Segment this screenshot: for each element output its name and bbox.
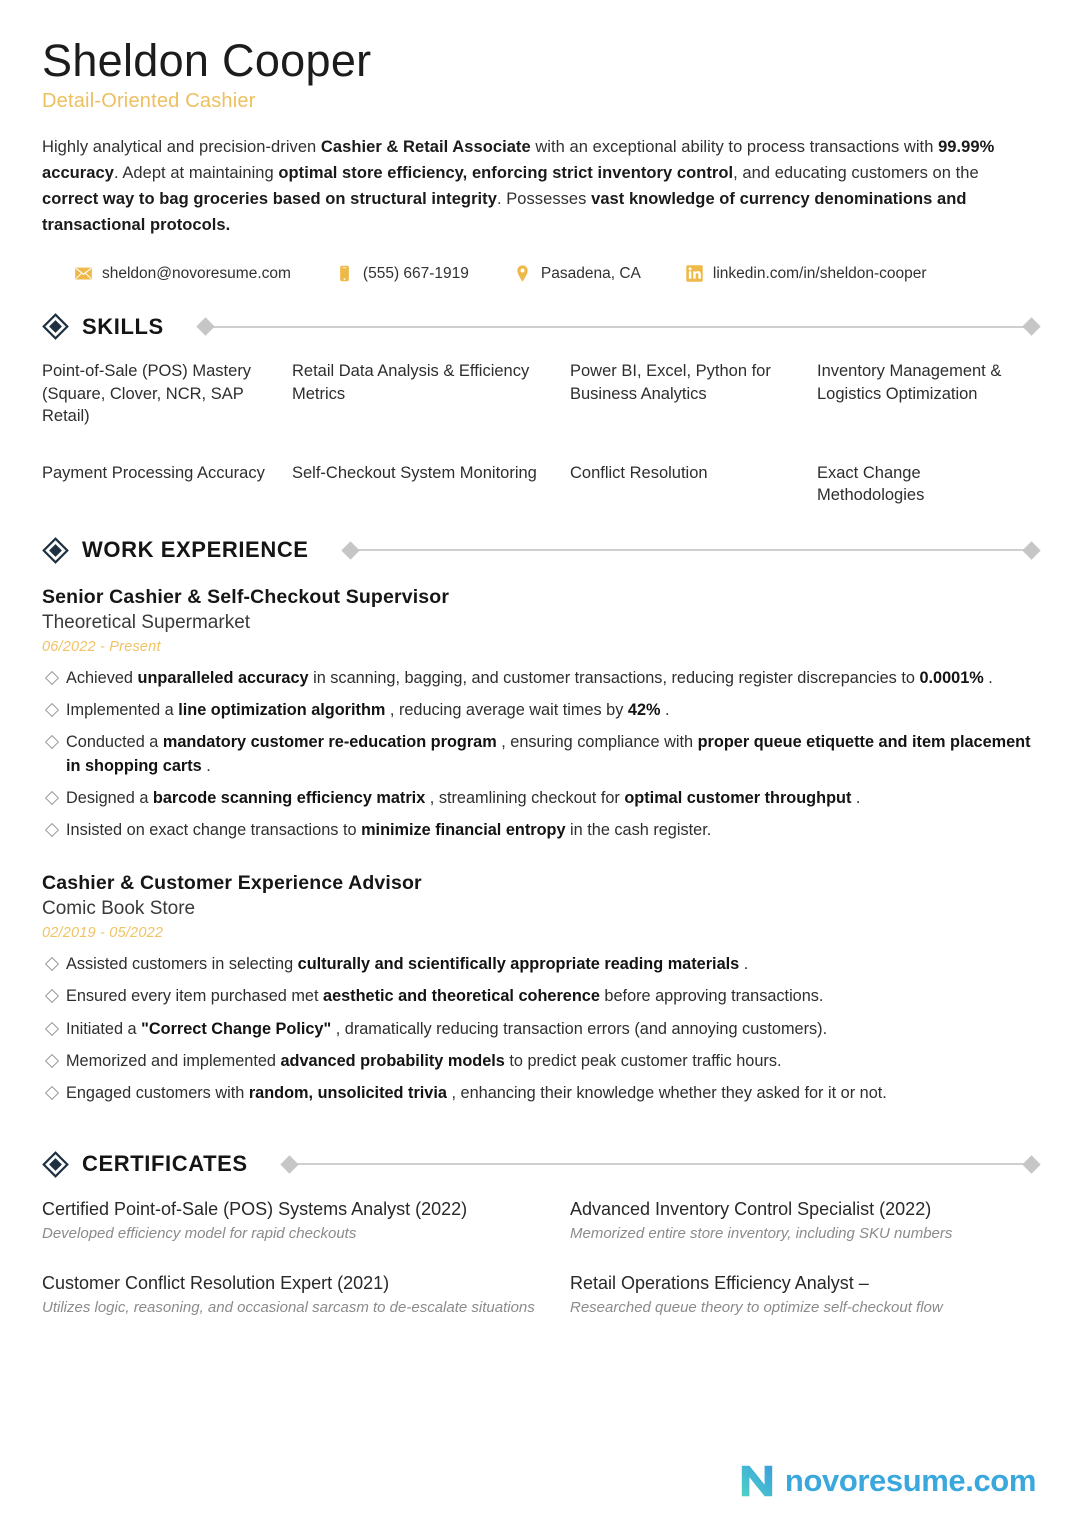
diamond-section-icon xyxy=(42,313,69,340)
experience-entry xyxy=(42,586,1038,843)
rule-line xyxy=(357,549,1025,551)
job-bullet: Designed a barcode scanning efficiency matrix , streamlining checkout for optimal customer throughput . xyxy=(42,786,1038,810)
skills-grid xyxy=(42,360,1038,506)
section-rule xyxy=(283,1157,1038,1171)
profile-summary: Highly analytical and precision-driven Cashier & Retail Associate with an exceptional ability to process transactions with 99.99% accuracy. Adept at maintaining optimal store efficiency, enforcing strict inventory control, and educating customers on the correct way to bag groceries based on structural integrity. Possesses vast knowledge of currency denominations and transactional protocols. xyxy=(42,138,995,234)
skill-item: Self-Checkout System Monitoring xyxy=(292,464,537,483)
contact-linkedin[interactable] xyxy=(685,264,927,283)
job-title: Senior Cashier & Self-Checkout Supervisor xyxy=(42,585,450,608)
job-bullets xyxy=(42,666,1038,843)
job-company: Comic Book Store xyxy=(42,898,196,920)
experience-entry xyxy=(42,872,1038,1105)
job-title: Cashier & Customer Experience Advisor xyxy=(42,872,422,895)
section-rule xyxy=(199,320,1038,334)
phone-icon xyxy=(335,264,354,283)
certificates-grid xyxy=(42,1198,1038,1318)
job-bullet: Implemented a line optimization algorithm , reducing average wait times by 42% . xyxy=(42,698,1038,722)
certificate-item xyxy=(570,1198,1038,1244)
novoresume-logo-text: novoresume.com xyxy=(784,1463,1036,1498)
candidate-subtitle: Detail-Oriented Cashier xyxy=(42,90,256,113)
linkedin-icon xyxy=(685,264,704,283)
job-bullet: Insisted on exact change transactions to minimize financial entropy in the cash register. xyxy=(42,818,1038,842)
job-bullet: Memorized and implemented advanced probability models to predict peak customer traffic hours. xyxy=(42,1049,1038,1073)
contact-location[interactable] xyxy=(513,264,641,283)
skills-section xyxy=(42,313,1038,506)
email-icon xyxy=(74,264,93,283)
contact-phone[interactable] xyxy=(335,264,469,283)
rule-diamond-left xyxy=(280,1155,298,1173)
certificates-section xyxy=(42,1151,1038,1318)
job-company: Theoretical Supermarket xyxy=(42,611,251,633)
rule-diamond-right xyxy=(1022,541,1040,559)
job-bullet: Achieved unparalleled accuracy in scanning, bagging, and customer transactions, reducing register discrepancies to 0.0001% . xyxy=(42,666,1038,690)
skills-section-header xyxy=(42,313,1038,340)
section-rule xyxy=(344,543,1038,557)
certificate-item xyxy=(42,1272,570,1318)
experience-section xyxy=(42,537,1038,1105)
contact-phone-text: (555) 667-1919 xyxy=(362,264,469,282)
certificate-description: Memorized entire store inventory, including SKU numbers xyxy=(570,1225,953,1243)
candidate-name: Sheldon Cooper xyxy=(42,35,372,86)
skill-item: Payment Processing Accuracy xyxy=(42,464,265,483)
job-bullet: Assisted customers in selecting culturally and scientifically appropriate reading materials . xyxy=(42,952,1038,976)
certificates-section-title: CERTIFICATES xyxy=(82,1151,248,1177)
rule-diamond-right xyxy=(1022,1155,1040,1173)
contact-row xyxy=(42,264,1038,283)
job-date: 06/2022 - Present xyxy=(42,638,161,655)
diamond-section-icon xyxy=(42,537,69,564)
skill-item: Retail Data Analysis & Efficiency Metrics xyxy=(292,362,530,403)
contact-linkedin-text: linkedin.com/in/sheldon-cooper xyxy=(712,264,927,282)
contact-email-text: sheldon@novoresume.com xyxy=(102,264,291,282)
certificate-description: Utilizes logic, reasoning, and occasional sarcasm to de-escalate situations xyxy=(42,1299,535,1317)
skill-item: Inventory Management & Logistics Optimization xyxy=(817,362,1002,403)
certificate-item xyxy=(570,1272,1038,1318)
skills-section-title: SKILLS xyxy=(82,313,164,339)
certificate-name: Customer Conflict Resolution Expert (2021) xyxy=(42,1273,390,1294)
job-bullet: Engaged customers with random, unsolicited trivia , enhancing their knowledge whether they asked for it or not. xyxy=(42,1081,1038,1105)
skill-item: Point-of-Sale (POS) Mastery (Square, Clover, NCR, SAP Retail) xyxy=(42,362,252,425)
job-bullet: Initiated a "Correct Change Policy" , dramatically reducing transaction errors (and annoying customers). xyxy=(42,1017,1038,1041)
certificate-name: Retail Operations Efficiency Analyst – xyxy=(570,1273,869,1294)
novoresume-logo[interactable] xyxy=(738,1462,1036,1500)
certificate-description: Researched queue theory to optimize self-checkout flow xyxy=(570,1299,943,1317)
certificate-item xyxy=(42,1198,570,1244)
rule-line xyxy=(212,326,1025,328)
skill-item: Power BI, Excel, Python for Business Analytics xyxy=(570,362,771,403)
novoresume-n-icon xyxy=(738,1462,776,1500)
resume-header xyxy=(42,36,1038,238)
rule-diamond-left xyxy=(341,541,359,559)
diamond-section-icon xyxy=(42,1151,69,1178)
experience-section-header xyxy=(42,537,1038,564)
rule-diamond-left xyxy=(196,318,214,336)
skill-item: Conflict Resolution xyxy=(570,464,708,483)
job-bullet: Ensured every item purchased met aesthetic and theoretical coherence before approving transactions. xyxy=(42,984,1038,1008)
job-bullets xyxy=(42,952,1038,1105)
job-bullet: Conducted a mandatory customer re-education program , ensuring compliance with proper queue etiquette and item placement in shopping carts . xyxy=(42,730,1038,778)
job-date: 02/2019 - 05/2022 xyxy=(42,925,164,942)
certificate-name: Certified Point-of-Sale (POS) Systems Analyst (2022) xyxy=(42,1198,468,1219)
contact-email[interactable] xyxy=(74,264,291,283)
certificate-description: Developed efficiency model for rapid checkouts xyxy=(42,1225,357,1243)
location-icon xyxy=(513,264,532,283)
rule-line xyxy=(296,1163,1025,1165)
certificate-name: Advanced Inventory Control Specialist (2022) xyxy=(570,1198,932,1219)
certificates-section-header xyxy=(42,1151,1038,1178)
skill-item: Exact Change Methodologies xyxy=(817,464,925,505)
rule-diamond-right xyxy=(1022,318,1040,336)
contact-location-text: Pasadena, CA xyxy=(540,264,641,282)
experience-section-title: WORK EXPERIENCE xyxy=(82,537,309,563)
